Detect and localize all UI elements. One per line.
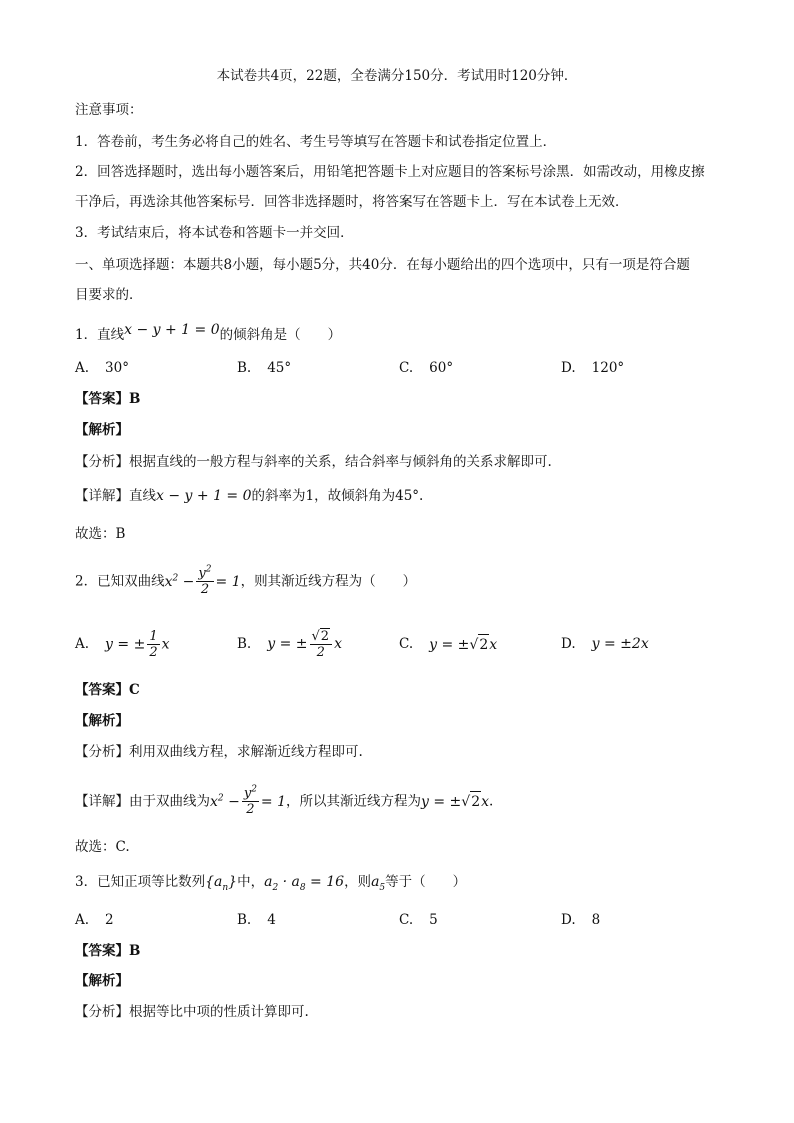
- q1-stem-math: x − y + 1 = 0: [124, 322, 220, 338]
- q1-detail: [75, 486, 423, 506]
- q2-answer: 【答案】C: [75, 682, 140, 698]
- q3-analysis: 【分析】根据等比中项的性质计算即可.: [75, 1004, 309, 1020]
- q2-detail-prefix: 【详解】由于双曲线为: [75, 793, 210, 810]
- q3-stem-end: 等于（ ）: [385, 874, 467, 890]
- option-label: D.: [561, 636, 576, 652]
- option-label: C.: [399, 912, 414, 928]
- option-text: 45°: [267, 360, 292, 376]
- q2-option-c-math: y = ±√ 2 x: [429, 634, 497, 655]
- q3-answer: 【答案】B: [75, 943, 141, 959]
- option-label: C.: [399, 360, 414, 376]
- q3-analysis-title: 【解析】: [75, 973, 129, 989]
- q3-stem-prefix: 3．已知正项等比数列: [75, 874, 206, 890]
- q2-options: [75, 628, 725, 660]
- q3-stem-mid: 中，: [237, 874, 265, 890]
- notice-item-1: 1．答卷前，考生务必将自己的姓名、考生号等填写在答题卡和试卷指定位置上．: [75, 134, 557, 150]
- q3-stem-suffix: ，则: [344, 874, 372, 890]
- q2-detail-math-2: y = ±√ 2 x: [421, 794, 489, 810]
- notice-title: 注意事项：: [75, 102, 143, 118]
- q3-product-math: $a_2 \cdot a_8 = 16$: [264, 874, 345, 893]
- q3-option-c[interactable]: [399, 910, 561, 930]
- section-title-cont: 目要求的．: [75, 287, 143, 303]
- q2-option-a-math: y = ± $\frac{1}{2}$ x: [105, 628, 170, 660]
- q2-detail-mid: ，所以其渐近线方程为: [286, 793, 422, 810]
- option-text: 30°: [105, 360, 129, 376]
- option-label: B.: [237, 636, 252, 652]
- q2-option-d[interactable]: [561, 628, 723, 660]
- q2-stem: [75, 566, 416, 597]
- option-label: A.: [75, 360, 90, 376]
- option-text: 60°: [429, 360, 454, 376]
- q3-option-a[interactable]: [75, 910, 237, 930]
- option-text: 120°: [591, 360, 625, 376]
- q1-choice: 故选：B: [75, 526, 126, 542]
- option-label: C.: [399, 636, 414, 652]
- q3-options: [75, 910, 725, 930]
- q1-answer: 【答案】B: [75, 391, 141, 407]
- q2-option-b-math: y = ± √ 2 2 x: [267, 629, 342, 660]
- q1-detail-prefix: 【详解】直线: [75, 488, 156, 504]
- q2-detail-math-1: $x^2$ − $\frac{y^2}{2}$ = 1: [210, 784, 287, 817]
- q2-option-b[interactable]: [237, 628, 399, 660]
- q2-stem-suffix: ，则其渐近线方程为（ ）: [240, 573, 417, 590]
- q2-option-d-math: y = ±2x: [591, 636, 649, 652]
- exam-header: 本试卷共4页，22题，全卷满分150分．考试用时120分钟．: [216, 68, 578, 84]
- q2-analysis: 【分析】利用双曲线方程，求解渐近线方程即可.: [75, 744, 363, 760]
- q3-option-d[interactable]: [561, 910, 723, 930]
- q1-option-c[interactable]: [399, 358, 561, 378]
- q2-choice: 故选：C.: [75, 839, 130, 855]
- option-text: 8: [591, 912, 601, 928]
- q1-option-b[interactable]: [237, 358, 399, 378]
- q2-analysis-title: 【解析】: [75, 713, 129, 729]
- notice-item-2-cont: 干净后，再选涂其他答案标号．回答非选择题时，将答案写在答题卡上．写在本试卷上无效．: [75, 194, 629, 210]
- q3-option-b[interactable]: [237, 910, 399, 930]
- q1-detail-math: x − y + 1 = 0: [156, 488, 252, 504]
- option-label: A.: [75, 636, 90, 652]
- option-label: B.: [237, 912, 252, 928]
- q1-option-d[interactable]: [561, 358, 723, 378]
- notice-item-2: 2．回答选择题时，选出每小题答案后，用铅笔把答题卡上对应题目的答案标号涂黑．如需改动，用橡皮擦: [75, 164, 705, 180]
- q1-detail-suffix: 的斜率为1，故倾斜角为45°.: [251, 488, 424, 504]
- q1-stem: [75, 322, 342, 345]
- q2-detail: 【详解】由于双曲线为$x^2$ − $\frac{y^2}{2}$ = 1，所以其渐近线方程为y = ±√ 2 x.: [75, 784, 494, 817]
- q3-term-math: $a_5$: [371, 874, 386, 893]
- option-label: D.: [561, 912, 576, 928]
- q2-option-c[interactable]: [399, 628, 561, 660]
- option-label: D.: [561, 360, 576, 376]
- q1-analysis-title: 【解析】: [75, 422, 129, 438]
- q3-stem: [75, 872, 466, 892]
- q1-analysis: 【分析】根据直线的一般方程与斜率的关系，结合斜率与倾斜角的关系求解即可.: [75, 454, 552, 470]
- q2-option-a[interactable]: [75, 628, 237, 660]
- notice-item-3: 3．考试结束后，将本试卷和答题卡一并交回．: [75, 225, 354, 241]
- q1-option-a[interactable]: [75, 358, 237, 378]
- option-text: 2: [105, 912, 114, 928]
- q1-options: [75, 358, 725, 378]
- q2-stem-prefix: 2．已知双曲线: [75, 573, 165, 590]
- option-label: B.: [237, 360, 252, 376]
- q2-stem-math: $x^2$ − $\frac{y^2}{2}$ = 1: [164, 564, 241, 597]
- option-text: 5: [429, 912, 438, 928]
- option-label: A.: [75, 912, 90, 928]
- section-title: 一、单项选择题：本题共8小题，每小题5分，共40分．在每小题给出的四个选项中，只有一项是符合题: [75, 257, 690, 273]
- q1-stem-prefix: 1．直线: [75, 327, 125, 343]
- q3-sequence-math: $\{a_n\}$: [205, 874, 238, 893]
- option-text: 4: [267, 912, 276, 928]
- q1-stem-suffix: 的倾斜角是（ ）: [219, 327, 342, 343]
